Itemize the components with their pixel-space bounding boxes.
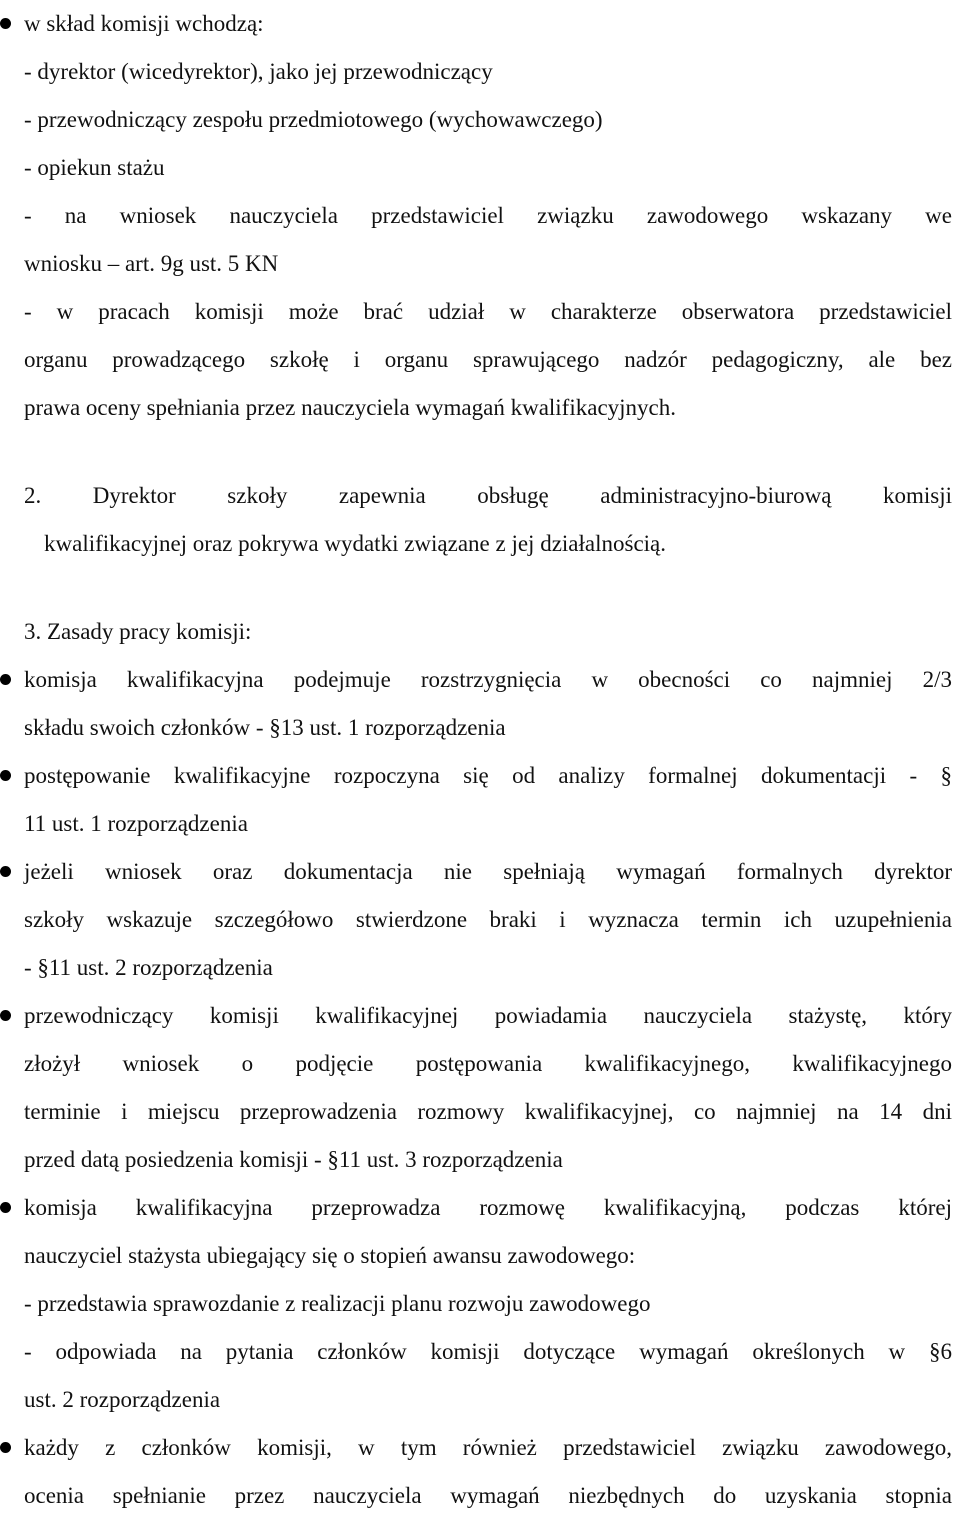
text-line: prawa oceny spełniania przez nauczyciela wymagań kwalifikacyjnych.	[24, 395, 676, 420]
list-item-ocena	[0, 1424, 952, 1520]
text-line: postępowanie kwalifikacyjne rozpoczyna się od analizy formalnej dokumentacji - §	[24, 763, 952, 788]
text-line: - przewodniczący zespołu przedmiotowego (wychowawczego)	[24, 107, 603, 132]
section-3-heading	[0, 608, 952, 656]
list-item-quorum	[0, 656, 952, 752]
text-line: - opiekun stażu	[24, 155, 165, 180]
text-line: - dyrektor (wicedyrektor), jako jej przewodniczący	[24, 59, 493, 84]
paragraph-gap	[0, 432, 952, 472]
list-item-powiadomienie	[0, 992, 952, 1184]
bullet-icon	[0, 1442, 11, 1453]
bullet-icon	[0, 674, 11, 685]
text-line: szkoły wskazuje szczegółowo stwierdzone braki i wyznacza termin ich uzupełnienia	[24, 907, 952, 932]
bullet-icon	[0, 1010, 11, 1021]
text-line: każdy z członków komisji, w tym również przedstawiciel związku zawodowego,	[24, 1435, 952, 1460]
text-line: składu swoich członków - §13 ust. 1 rozporządzenia	[24, 715, 506, 740]
text-line: nauczyciel stażysta ubiegający się o stopień awansu zawodowego:	[24, 1243, 636, 1268]
text-line: komisja kwalifikacyjna przeprowadza rozmowę kwalifikacyjną, podczas której	[24, 1195, 952, 1220]
text-line: kwalifikacyjnej oraz pokrywa wydatki związane z jej działalnością.	[44, 531, 666, 556]
text-line: - odpowiada na pytania członków komisji dotyczące wymagań określonych w §6	[24, 1339, 952, 1364]
text-line: jeżeli wniosek oraz dokumentacja nie spełniają wymagań formalnych dyrektor	[24, 859, 952, 884]
bullet-icon	[0, 18, 11, 29]
text-line: przed datą posiedzenia komisji - §11 ust. 3 rozporządzenia	[24, 1147, 563, 1172]
text-line: - §11 ust. 2 rozporządzenia	[24, 955, 273, 980]
bullet-icon	[0, 866, 11, 877]
paragraph-2	[0, 472, 952, 568]
text-line: - przedstawia sprawozdanie z realizacji planu rozwoju zawodowego	[24, 1291, 651, 1316]
list-item-analiza	[0, 752, 952, 848]
list-item-komisja-sklad	[0, 0, 952, 432]
bullet-icon	[0, 770, 11, 781]
paragraph-gap	[0, 568, 952, 608]
bullet-icon	[0, 1202, 11, 1213]
text-line: - w pracach komisji może brać udział w charakterze obserwatora przedstawiciel	[24, 299, 952, 324]
text-line: wniosku – art. 9g ust. 5 KN	[24, 251, 279, 276]
text-line: 2. Dyrektor szkoły zapewnia obsługę administracyjno-biurową komisji	[24, 483, 952, 508]
text-line: 3. Zasady pracy komisji:	[24, 619, 252, 644]
text-line: w skład komisji wchodzą:	[24, 11, 264, 36]
text-line: komisja kwalifikacyjna podejmuje rozstrzygnięcia w obecności co najmniej 2/3	[24, 667, 952, 692]
text-line: ocenia spełnianie przez nauczyciela wymagań niezbędnych do uzyskania stopnia	[24, 1483, 952, 1508]
text-line: organu prowadzącego szkołę i organu sprawującego nadzór pedagogiczny, ale bez	[24, 347, 952, 372]
text-line: 11 ust. 1 rozporządzenia	[24, 811, 248, 836]
text-line: złożył wniosek o podjęcie postępowania kwalifikacyjnego, kwalifikacyjnego	[24, 1051, 952, 1076]
text-line: przewodniczący komisji kwalifikacyjnej powiadamia nauczyciela stażystę, który	[24, 1003, 952, 1028]
text-line: ust. 2 rozporządzenia	[24, 1387, 221, 1412]
text-line: - na wniosek nauczyciela przedstawiciel związku zawodowego wskazany we	[24, 203, 952, 228]
text-line: terminie i miejscu przeprowadzenia rozmowy kwalifikacyjnej, co najmniej na 14 dni	[24, 1099, 952, 1124]
list-item-braki	[0, 848, 952, 992]
list-item-rozmowa	[0, 1184, 952, 1424]
